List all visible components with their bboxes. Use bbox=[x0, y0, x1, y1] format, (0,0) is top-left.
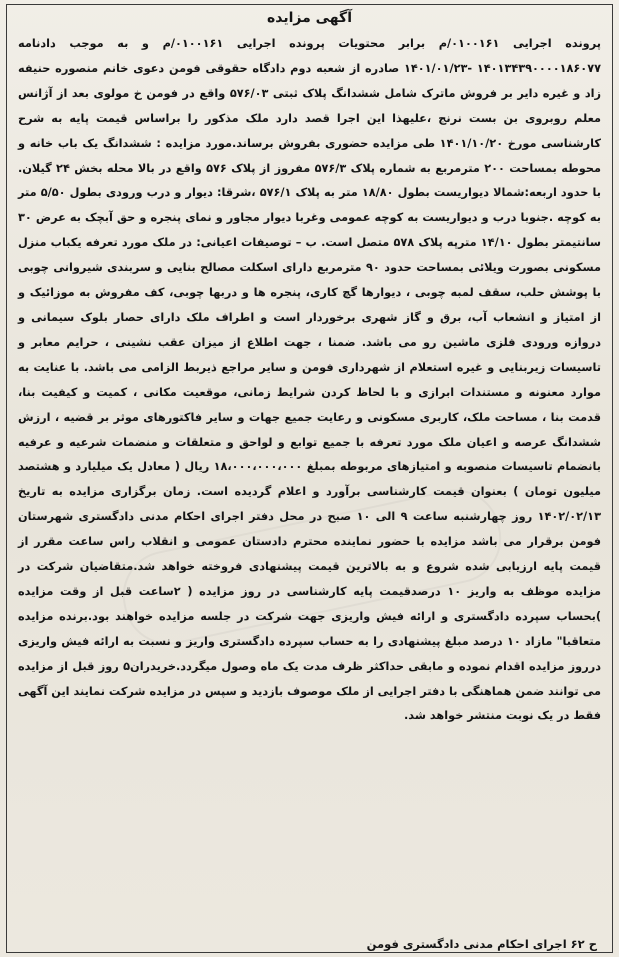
notice-body: پرونده اجرایی ۰۱۰۰۱۶۱/م برابر محتویات پرونده اجرایی ۰۱۰۰۱۶۱/م و به موجب دادنامه ۱۴۰۱۳۴۳۹۰۰۰۰۱۸۶۰۷۷ -۱۴۰۱/۰۱/۲۳ صادره از شعبه دوم دادگاه حقوقی فومن دعوی خانم منصوره حنیفه زاد و غیره دایر بر فروش ماترک شامل ششدانگ پلاک ثبتی ۵۷۶/۰۳ واقع در فومن خ مولوی بعد از آژانس معلم روبروی بن بست نرنج ،علیهذا این اجرا قصد دارد ملک مذکور را براساس قیمت پایه به شرح کارشناسی مورخ ۱۴۰۱/۱۰/۲۰ طی مزایده حضوری بفروش برساند.مورد مزایده : ششدانگ یک باب خانه و محوطه بمساحت ۲۰۰ مترمربع به شماره پلاک ۵۷۶/۳ مفروز از پلاک ۵۷۶ واقع در بالا محله بخش ۲۴ گیلان. با حدود اربعه:شمالا دیواریست بطول ۱۸/۸۰ متر به پلاک ۵۷۶/۱ ،شرقا: دیوار و درب ورودی بطول ۵/۵۰ متر به کوچه .جنوبا درب و دیواریست به کوچه عمومی وغربا دیوار مجاور و نمای پنجره و حق آبچک به عرض ۳۰ سانتیمتر بطول ۱۴/۱۰ مترپه پلاک ۵۷۸ متصل است. ب – توصیفات اعیانی: در ملک مورد تعرفه یکباب منزل مسکونی بصورت ویلائی بمساحت حدود ۹۰ مترمربع دارای اسکلت مصالح بنایی و سربندی شیروانی چوبی با پوشش حلب، سقف لمبه چوبی ، دیوارها گچ کاری، پنجره ها و دربها چوبی، کف مفروش به موزائیک و از امتیاز و انشعاب آب، برق و گاز شهری برخوردار است و اطراف ملک دارای حصار بلوک سیمانی و دروازه ورودی فلزی ماشین رو می باشد. ضمنا ، جهت اطلاع از میزان عقب نشینی ، حرایم معابر و تاسیسات زیربنایی و غیره استعلام از شهرداری فومن و سایر مراجع ذیربط الزامی می باشد. با عنایت به موارد معنونه و مستندات ابرازی و با لحاظ کردن شرایط زمانی، موقعیت مکانی ، کمیت و کیفیت بنا، قدمت بنا ، مساحت ملک، کاربری مسکونی و رعایت جمیع جهات و سایر فاکتورهای موثر بر قضیه ، ارزش ششدانگ عرصه و اعیان ملک مورد تعرفه با جمیع توابع و لواحق و متعلقات و منضمات شرعیه و عرفیه بانضمام تاسیسات منصوبه و امتیازهای مربوطه بمبلغ ۱۸،۰۰۰،۰۰۰،۰۰۰ ریال ( معادل یک میلیارد و هشتصد میلیون تومان ) بعنوان قیمت کارشناسی برآورد و اعلام گردیده است. زمان برگزاری مزایده به تاریخ ۱۴۰۲/۰۲/۱۳ روز چهارشنبه ساعت ۹ الی ۱۰ صبح در محل دفتر اجرای احکام مدنی دادگستری شهرستان فومن برقرار می باشد مزایده با حضور نماینده محترم دادستان عمومی و انقلاب راس ساعت مقرر از قیمت پایه ارزیابی شده شروع و به بالاترین قیمت پیشنهادی فروخته خواهد شد.متقاضیان شرکت در مزایده موظف به واریز ۱۰ درصدقیمت پایه کارشناسی در روز مزایده ( ۲ساعت قبل از وقت مزایده )بحساب سپرده دادگستری و ارائه فیش واریزی جهت شرکت در جلسه مزایده خواهند بود.برنده مزایده متعاقبا" مازاد ۱۰ درصد مبلغ پیشنهادی را به حساب سپرده دادگستری واریز و نسبت به ارائه فیش واریزی درروز مزایده اقدام نموده و مابقی حداکثر ظرف مدت یک ماه وصول میگردد.خریدران۵ روز قبل از مزایده می توانند ضمن هماهنگی با دفتر اجرایی از ملک موصوف بازدید و سپس در مزایده شرکت نمایند این آگهی فقط در یک نوبت منتشر خواهد شد. bbox=[18, 37, 602, 723]
notice-title: آگهی مزایده bbox=[266, 10, 352, 26]
auction-notice bbox=[18, 6, 601, 729]
notice-signature: ح ۶۲ اجرای احکام مدنی دادگستری فومن bbox=[366, 937, 597, 951]
